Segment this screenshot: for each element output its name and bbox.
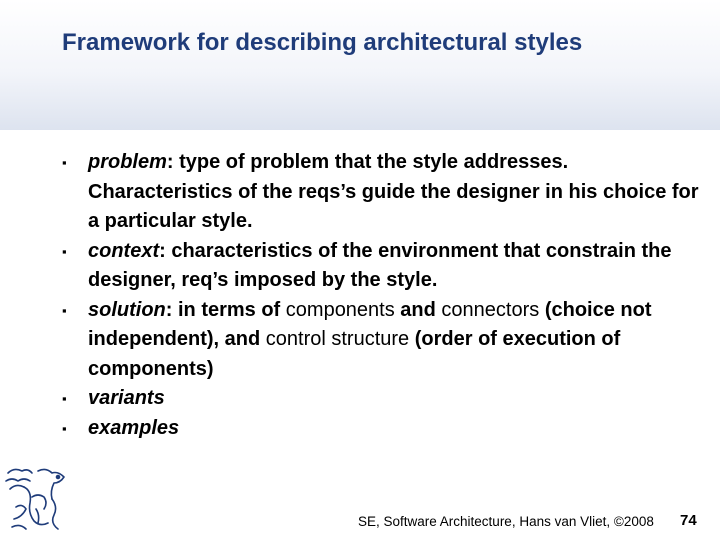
bullet-variants	[62, 384, 702, 414]
bullet-context	[62, 237, 702, 296]
square-bullet-icon: ▪	[62, 391, 67, 406]
griffin-logo-icon	[2, 463, 70, 533]
term-solution: solution	[88, 298, 166, 321]
term-components: components	[285, 298, 395, 321]
separator: :	[166, 151, 180, 173]
bullet-list	[62, 148, 702, 443]
bullet-text: characteristics of the environment that constrain the designer, req’s imposed by the style.	[88, 239, 672, 291]
square-bullet-icon: ▪	[62, 420, 67, 436]
bullet-text: in terms of	[177, 298, 286, 321]
separator: :	[165, 298, 178, 321]
bullet-text: (choice not independent), and	[88, 298, 652, 350]
title-band	[0, 0, 720, 130]
square-bullet-icon: ▪	[62, 243, 67, 259]
term-control-structure: control structure	[265, 328, 410, 350]
square-bullet-icon: ▪	[62, 155, 67, 170]
term-connectors: connectors	[441, 298, 540, 321]
term-problem: problem	[88, 151, 167, 173]
term-variants: variants	[88, 387, 165, 409]
bullet-text: type of problem that the style addresses. Characteristics of the reqs’s guide the designer in his choice for a particular style.	[88, 151, 699, 232]
bullet-text: and	[394, 298, 442, 321]
term-context: context	[88, 239, 160, 262]
bullet-solution	[62, 296, 702, 385]
bullet-examples	[62, 414, 702, 444]
term-examples: examples	[88, 416, 180, 439]
footer-citation: SE, Software Architecture, Hans van Vliet, ©2008	[358, 514, 654, 529]
separator: :	[159, 239, 172, 262]
page-number: 74	[680, 512, 697, 529]
slide-title: Framework for describing architectural styles	[62, 29, 583, 56]
square-bullet-icon: ▪	[62, 302, 67, 318]
bullet-problem	[62, 148, 702, 237]
bullet-text: (order of execution of components)	[88, 328, 621, 380]
